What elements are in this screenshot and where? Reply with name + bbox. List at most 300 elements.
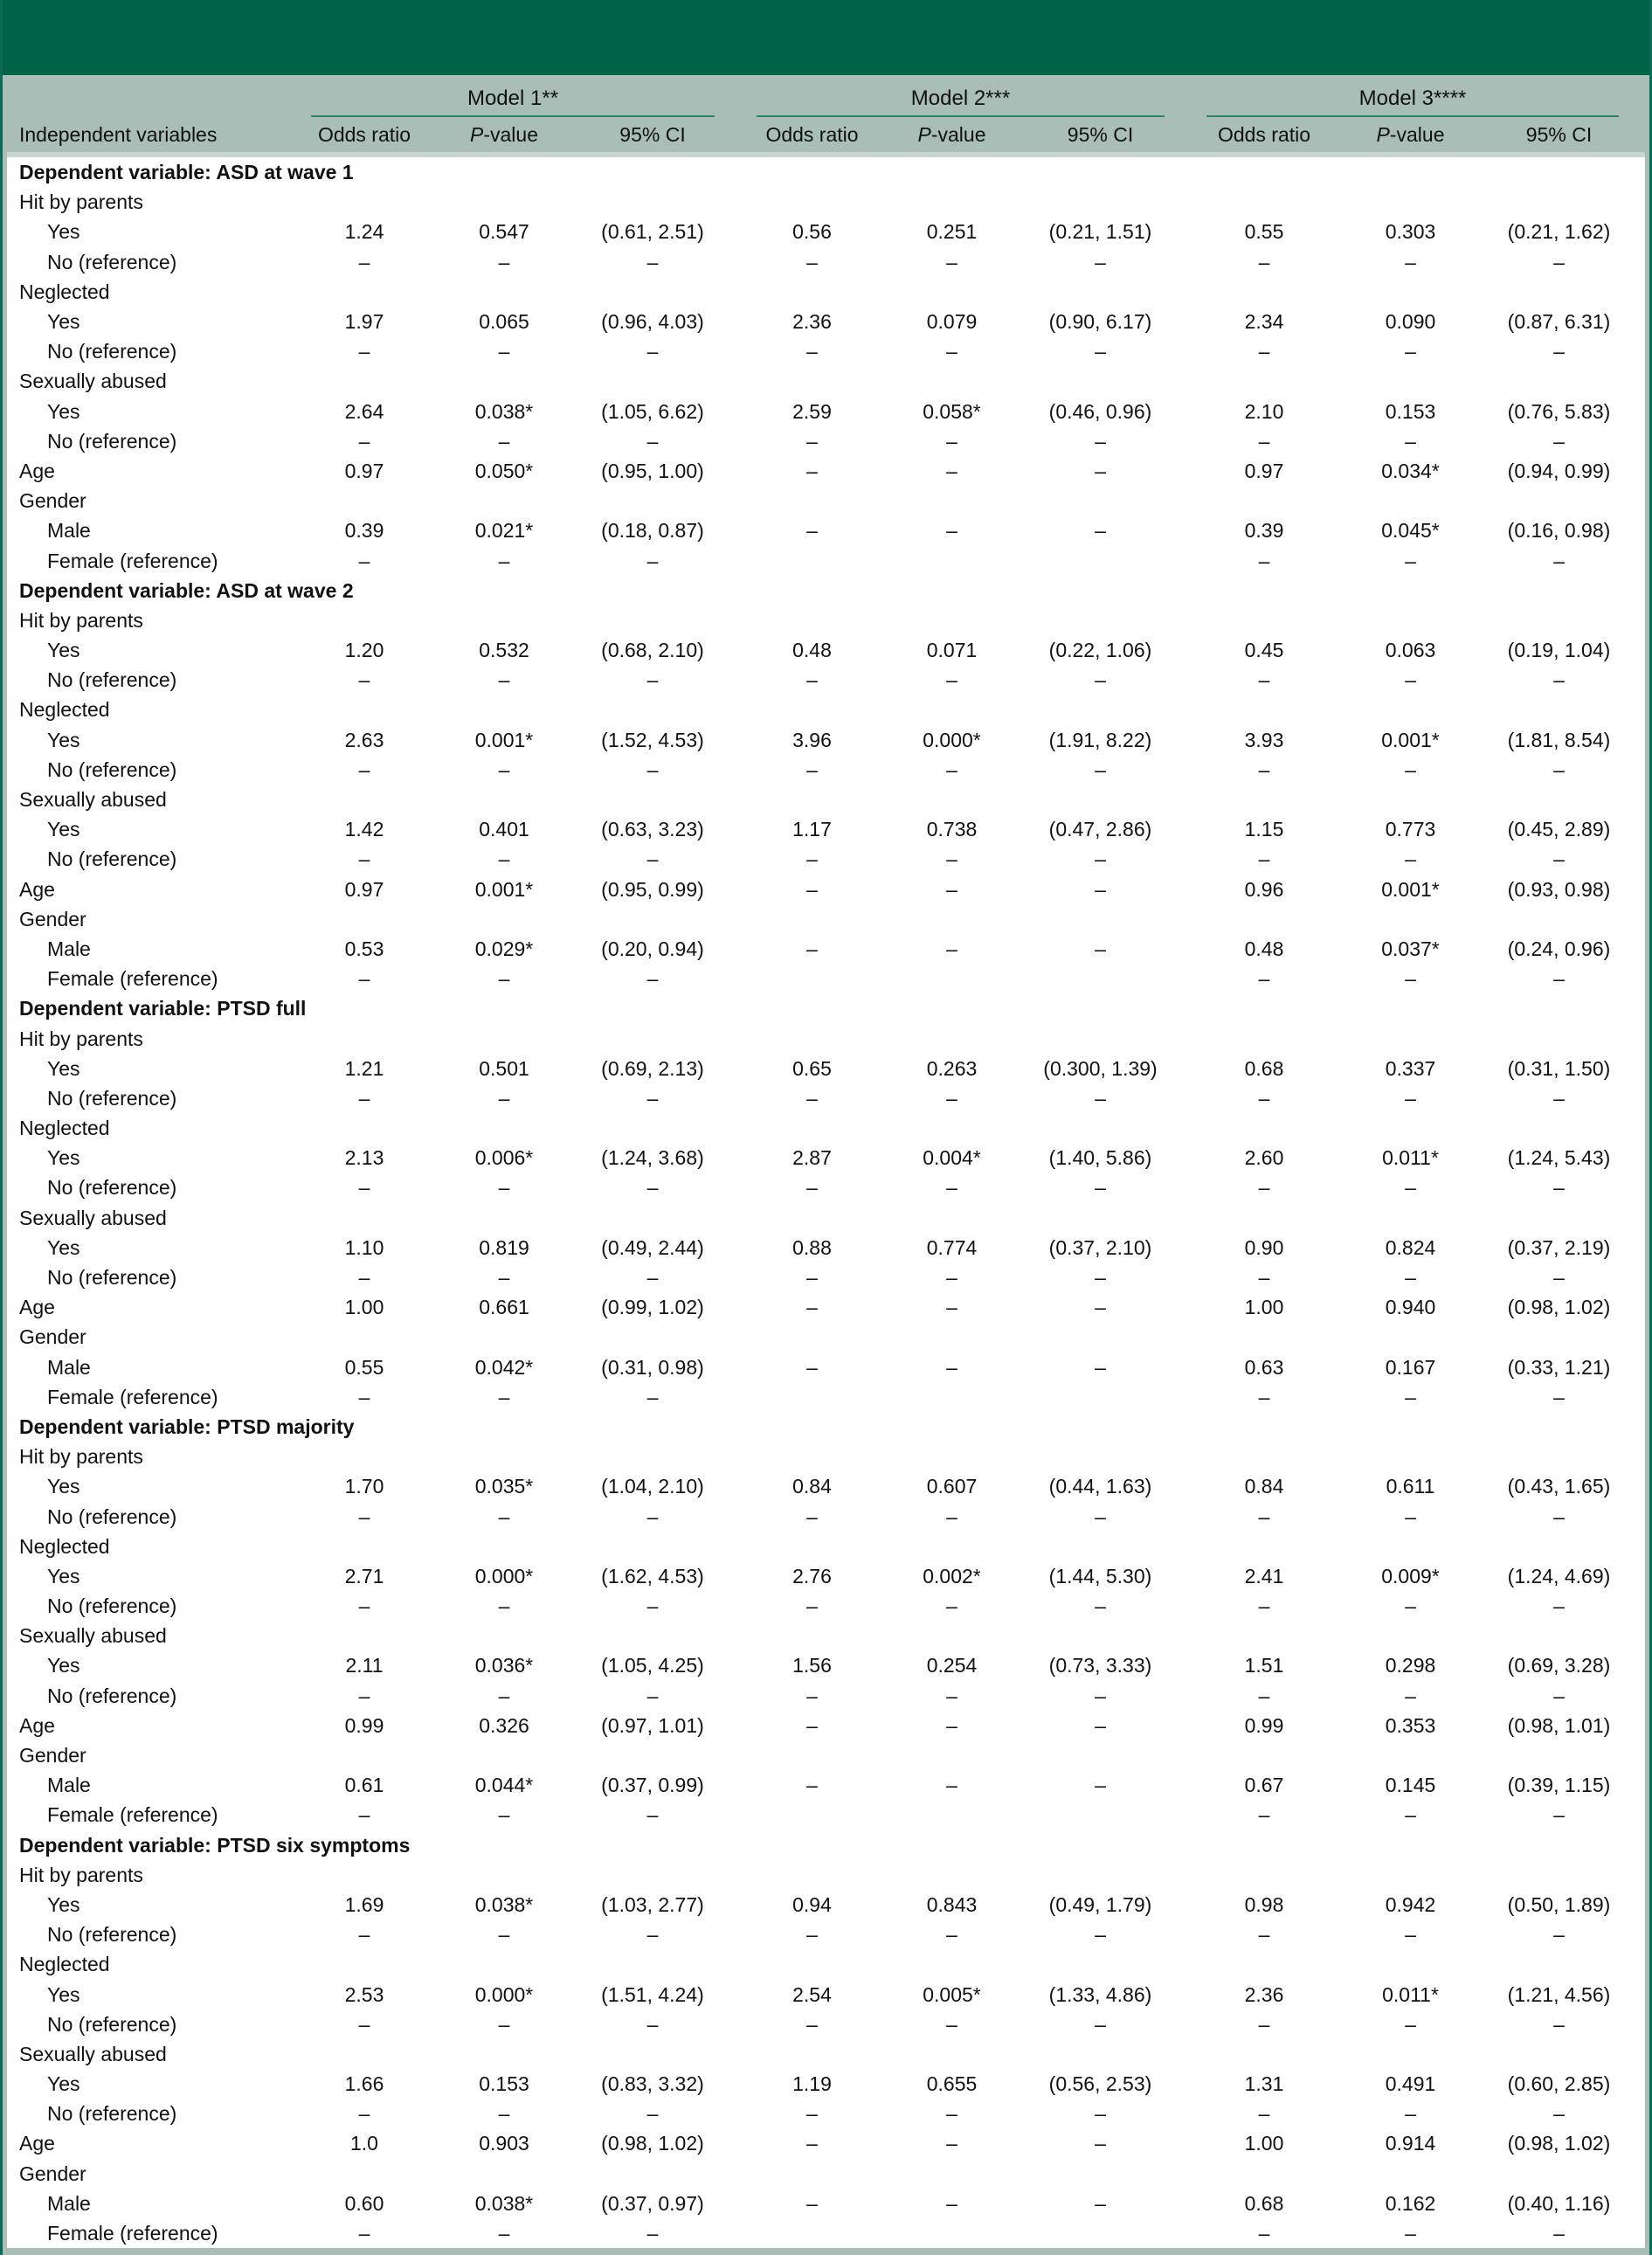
value-cell: – [1258, 1176, 1270, 1200]
value-cell: 0.55 [344, 1355, 384, 1379]
column-header-odds-ratio-m2: Odds ratio [765, 122, 859, 146]
row-label: Female (reference) [47, 967, 218, 991]
value-cell: (0.19, 1.04) [1507, 639, 1611, 662]
value-cell: – [358, 1923, 370, 1947]
row-label: Age [19, 1713, 55, 1737]
value-cell: – [946, 2012, 957, 2036]
value-cell: 0.001* [1381, 728, 1440, 751]
value-cell: 0.035* [474, 1475, 534, 1498]
value-cell: – [498, 1594, 510, 1618]
row-label: Gender [19, 1744, 86, 1767]
value-cell: – [806, 1176, 818, 1200]
value-cell: (0.98, 1.02) [1507, 1296, 1611, 1319]
row-label: Yes [47, 728, 80, 751]
value-cell: – [1095, 847, 1106, 871]
value-cell: 2.60 [1244, 1146, 1284, 1170]
value-cell: (0.98, 1.02) [601, 2132, 704, 2155]
row-label: Male [47, 937, 91, 960]
value-cell: – [1405, 549, 1416, 572]
table-row [7, 1113, 1645, 1143]
value-cell: (0.50, 1.89) [1507, 1892, 1611, 1916]
value-cell: (0.45, 2.89) [1507, 818, 1611, 841]
row-label: No (reference) [47, 1086, 177, 1110]
value-cell: – [946, 1086, 957, 1110]
value-cell: 2.54 [792, 1982, 832, 2006]
row-label: Dependent variable: PTSD six symptoms [19, 1833, 411, 1857]
value-cell: – [1258, 1803, 1270, 1827]
row-label: Yes [47, 1235, 80, 1259]
value-cell: – [498, 340, 510, 363]
table-row [7, 456, 1645, 486]
value-cell: – [1405, 1266, 1416, 1290]
value-cell: – [646, 340, 659, 363]
table-row [7, 545, 1645, 575]
value-cell: 0.153 [1385, 399, 1436, 423]
value-cell: (1.21, 4.56) [1507, 1982, 1611, 2006]
value-cell: (0.20, 0.94) [601, 937, 704, 960]
value-cell: – [1258, 1594, 1270, 1618]
value-cell: 2.36 [1244, 1982, 1284, 2006]
value-cell: 0.55 [1244, 220, 1284, 244]
value-cell: – [358, 967, 370, 991]
value-cell: (0.16, 0.98) [1507, 519, 1611, 543]
value-cell: – [498, 1266, 510, 1290]
value-cell: (1.40, 5.86) [1048, 1146, 1152, 1170]
value-cell: – [498, 2012, 510, 2036]
row-label: Yes [47, 1146, 80, 1170]
table-row [7, 247, 1645, 277]
model-1-header: Model 1** [311, 80, 715, 117]
value-cell: – [358, 757, 370, 781]
value-cell: – [946, 429, 957, 453]
value-cell: (0.37, 2.10) [1048, 1235, 1152, 1259]
section-header-row [7, 576, 1645, 605]
value-cell: 0.65 [792, 1056, 832, 1080]
row-label: Hit by parents [19, 1863, 143, 1886]
value-cell: – [498, 1684, 510, 1707]
row-label: Yes [47, 1564, 80, 1587]
value-cell: (0.49, 1.79) [1048, 1892, 1152, 1916]
value-cell: – [1405, 847, 1416, 871]
value-cell: (0.98, 1.01) [1507, 1713, 1611, 1737]
value-cell: – [1095, 1086, 1106, 1110]
row-label: Yes [47, 639, 80, 662]
row-label: No (reference) [47, 2102, 177, 2126]
value-cell: 0.607 [926, 1475, 978, 1498]
value-cell: – [806, 937, 818, 960]
column-header-p-value-m1: P-value [470, 122, 538, 146]
value-cell: 0.037* [1381, 937, 1440, 960]
table-row [7, 695, 1645, 724]
value-cell: – [1258, 2222, 1270, 2245]
value-cell: – [1553, 2102, 1565, 2126]
value-cell: – [358, 1266, 370, 1290]
value-cell: – [1095, 459, 1106, 482]
value-cell: – [806, 1355, 818, 1379]
value-cell: – [946, 459, 957, 482]
value-cell: 0.353 [1385, 1713, 1436, 1737]
value-cell: 1.0 [350, 2132, 378, 2155]
value-cell: – [498, 429, 510, 453]
value-cell: 1.97 [344, 310, 384, 334]
value-cell: 0.491 [1385, 2072, 1436, 2096]
value-cell: – [946, 1296, 957, 1319]
value-cell: (0.49, 2.44) [601, 1235, 704, 1259]
value-cell: – [358, 250, 370, 273]
row-label: Gender [19, 489, 86, 513]
value-cell: – [1553, 668, 1565, 692]
row-label: Yes [47, 1654, 80, 1677]
value-cell: (1.51, 4.24) [601, 1982, 704, 2006]
table-row [7, 1203, 1645, 1233]
value-cell: 0.94 [792, 1892, 832, 1916]
value-cell: – [1095, 429, 1106, 453]
row-label: Neglected [19, 1953, 110, 1976]
value-cell: – [498, 1385, 510, 1408]
value-cell: – [646, 1385, 659, 1408]
row-label: No (reference) [47, 757, 177, 781]
column-header-independent-variables: Independent variables [19, 122, 218, 146]
table-row [7, 486, 1645, 515]
value-cell: 2.87 [792, 1146, 832, 1170]
value-cell: – [1258, 429, 1270, 453]
value-cell: 2.36 [792, 310, 832, 334]
table-row [7, 934, 1645, 964]
value-cell: – [1095, 340, 1106, 363]
value-cell: – [358, 1684, 370, 1707]
value-cell: 2.13 [344, 1146, 384, 1170]
value-cell: – [1405, 1803, 1416, 1827]
value-cell: – [358, 668, 370, 692]
value-cell: 0.001* [474, 877, 534, 901]
value-cell: – [646, 1684, 659, 1707]
value-cell: 3.96 [792, 728, 832, 751]
value-cell: – [1095, 1266, 1106, 1290]
value-cell: – [1405, 2222, 1416, 2245]
value-cell: – [806, 668, 818, 692]
table-row [7, 2128, 1645, 2158]
table-row [7, 1681, 1645, 1711]
value-cell: 0.079 [926, 310, 978, 334]
value-cell: – [646, 1803, 659, 1827]
value-cell: – [498, 1504, 510, 1528]
value-cell: 0.96 [1244, 877, 1284, 901]
table-row [7, 1023, 1645, 1053]
value-cell: – [1405, 250, 1416, 273]
row-label: Yes [47, 310, 80, 334]
row-label: Neglected [19, 698, 110, 722]
value-cell: (0.31, 0.98) [601, 1355, 704, 1379]
value-cell: – [1258, 2012, 1270, 2036]
row-label: Male [47, 519, 91, 543]
value-cell: (0.21, 1.62) [1507, 220, 1611, 244]
table-row [7, 1890, 1645, 1920]
value-cell: 0.88 [792, 1235, 832, 1259]
value-cell: (0.18, 0.87) [601, 519, 704, 543]
row-label: Hit by parents [19, 190, 143, 214]
value-cell: 1.69 [344, 1892, 384, 1916]
value-cell: 0.655 [926, 2072, 978, 2096]
value-cell: – [1553, 1176, 1565, 1200]
value-cell: 0.99 [344, 1713, 384, 1737]
row-label: No (reference) [47, 1266, 177, 1290]
value-cell: – [946, 847, 957, 871]
row-label: Dependent variable: ASD at wave 1 [19, 161, 354, 184]
value-cell: – [1553, 1594, 1565, 1618]
value-cell: 0.97 [1244, 459, 1284, 482]
value-cell: (0.21, 1.51) [1048, 220, 1152, 244]
value-cell: (0.68, 2.10) [601, 639, 704, 662]
table-header-band [7, 75, 1645, 157]
value-cell: – [1258, 250, 1270, 273]
row-label: Male [47, 2191, 91, 2215]
value-cell: 0.56 [792, 220, 832, 244]
value-cell: 0.071 [926, 639, 978, 662]
value-cell: (1.81, 8.54) [1507, 728, 1611, 751]
row-label: Yes [47, 1475, 80, 1498]
row-label: Female (reference) [47, 1803, 218, 1827]
value-cell: – [1095, 1176, 1106, 1200]
value-cell: – [358, 549, 370, 572]
column-header-p-value-m3: P-value [1376, 122, 1445, 146]
value-cell: 0.98 [1244, 1892, 1284, 1916]
table-row [7, 1561, 1645, 1591]
row-label: Yes [47, 2072, 80, 2096]
value-cell: 0.547 [479, 220, 529, 244]
table-row [7, 397, 1645, 426]
value-cell: 0.738 [926, 818, 978, 841]
table-row [7, 1143, 1645, 1172]
value-cell: – [498, 250, 510, 273]
row-label: Hit by parents [19, 608, 143, 632]
value-cell: – [646, 549, 659, 572]
value-cell: 1.42 [344, 818, 384, 841]
value-cell: (0.73, 3.33) [1048, 1654, 1152, 1677]
value-cell: 0.038* [474, 1892, 534, 1916]
value-cell: – [646, 1176, 659, 1200]
table-row [7, 1292, 1645, 1322]
value-cell: 1.19 [792, 2072, 832, 2096]
row-label: Neglected [19, 1534, 110, 1558]
value-cell: 0.326 [479, 1713, 529, 1737]
value-cell: – [1553, 1504, 1565, 1528]
value-cell: 1.17 [792, 818, 832, 841]
value-cell: – [946, 2102, 957, 2126]
value-cell: – [358, 1176, 370, 1200]
value-cell: 2.10 [1244, 399, 1284, 423]
row-label: Age [19, 459, 55, 482]
value-cell: 0.251 [926, 220, 978, 244]
value-cell: – [646, 668, 659, 692]
row-label: No (reference) [47, 340, 177, 363]
value-cell: (0.44, 1.63) [1048, 1475, 1152, 1498]
value-cell: 0.48 [1244, 937, 1284, 960]
value-cell: – [806, 1296, 818, 1319]
value-cell: 0.036* [474, 1654, 534, 1677]
value-cell: – [1095, 1355, 1106, 1379]
value-cell: – [806, 757, 818, 781]
value-cell: – [498, 757, 510, 781]
row-label: No (reference) [47, 1504, 177, 1528]
value-cell: – [358, 1385, 370, 1408]
value-cell: – [646, 2012, 659, 2036]
value-cell: (0.24, 0.96) [1507, 937, 1611, 960]
value-cell: (0.33, 1.21) [1507, 1355, 1611, 1379]
value-cell: (0.37, 2.19) [1507, 1235, 1611, 1259]
value-cell: – [646, 1266, 659, 1290]
value-cell: – [1405, 1176, 1416, 1200]
table-row [7, 875, 1645, 904]
value-cell: – [946, 340, 957, 363]
value-cell: 0.661 [479, 1296, 529, 1319]
row-label: Female (reference) [47, 549, 218, 572]
row-label: Sexually abused [19, 2042, 167, 2065]
value-cell: 0.000* [474, 1564, 534, 1587]
value-cell: – [1553, 1086, 1565, 1110]
column-header-odds-ratio-m1: Odds ratio [317, 122, 411, 146]
value-cell: (0.61, 2.51) [601, 220, 704, 244]
table-row [7, 2069, 1645, 2099]
value-cell: – [1258, 1266, 1270, 1290]
table-row [7, 277, 1645, 307]
row-label: Dependent variable: ASD at wave 2 [19, 578, 354, 602]
value-cell: – [1095, 519, 1106, 543]
table-row [7, 2189, 1645, 2218]
value-cell: – [1095, 757, 1106, 781]
value-cell: 0.501 [479, 1056, 529, 1080]
table-row [7, 755, 1645, 785]
value-cell: 0.84 [792, 1475, 832, 1498]
value-cell: – [806, 2191, 818, 2215]
table-row [7, 1442, 1645, 1471]
value-cell: – [1095, 1296, 1106, 1319]
value-cell: (1.05, 4.25) [601, 1654, 704, 1677]
column-header-ci-m1: 95% CI [619, 122, 686, 146]
value-cell: 0.532 [479, 639, 529, 662]
row-label: Yes [47, 1056, 80, 1080]
row-label: Yes [47, 1982, 80, 2006]
value-cell: – [358, 1803, 370, 1827]
value-cell: – [498, 1086, 510, 1110]
value-cell: – [1258, 757, 1270, 781]
value-cell: 1.00 [1244, 1296, 1284, 1319]
value-cell: 2.11 [345, 1654, 384, 1677]
table-row [7, 635, 1645, 665]
value-cell: 0.044* [474, 1774, 534, 1797]
value-cell: 0.009* [1381, 1564, 1440, 1587]
value-cell: (1.05, 6.62) [601, 399, 704, 423]
table-row [7, 2159, 1645, 2189]
value-cell: 1.56 [792, 1654, 832, 1677]
table-row [7, 1650, 1645, 1680]
value-cell: 0.824 [1385, 1235, 1436, 1259]
value-cell: – [946, 668, 957, 692]
value-cell: – [1553, 2012, 1565, 2036]
value-cell: – [1095, 2102, 1106, 2126]
value-cell: (0.98, 1.02) [1507, 2132, 1611, 2155]
value-cell: 0.058* [923, 399, 981, 423]
value-cell: – [946, 1504, 957, 1528]
value-cell: – [1095, 1923, 1106, 1947]
table-row [7, 2039, 1645, 2069]
value-cell: – [498, 847, 510, 871]
value-cell: – [1258, 1684, 1270, 1707]
value-cell: 0.145 [1385, 1774, 1436, 1797]
section-header-row [7, 993, 1645, 1023]
value-cell: – [358, 1594, 370, 1618]
value-cell: – [646, 2222, 659, 2245]
column-header-ci-m3: 95% CI [1525, 122, 1593, 146]
value-cell: – [1258, 1504, 1270, 1528]
table-row [7, 1262, 1645, 1292]
value-cell: 0.038* [474, 2191, 534, 2215]
value-cell: – [946, 877, 957, 901]
value-cell: – [1405, 1504, 1416, 1528]
value-cell: – [946, 1774, 957, 1797]
row-label: No (reference) [47, 2012, 177, 2036]
row-label: No (reference) [47, 1923, 177, 1947]
value-cell: 0.843 [926, 1892, 978, 1916]
table-row [7, 1711, 1645, 1740]
row-label: Dependent variable: PTSD majority [19, 1415, 355, 1438]
value-cell: 0.84 [1244, 1475, 1284, 1498]
table-row [7, 665, 1645, 695]
value-cell: (0.300, 1.39) [1043, 1056, 1158, 1080]
value-cell: 1.20 [344, 639, 384, 662]
table-row [7, 1322, 1645, 1352]
value-cell: – [1553, 1923, 1565, 1947]
value-cell: 0.001* [474, 728, 534, 751]
value-cell: – [1553, 250, 1565, 273]
value-cell: – [1405, 1923, 1416, 1947]
value-cell: – [946, 1176, 957, 1200]
value-cell: – [946, 1684, 957, 1707]
table-row [7, 844, 1645, 874]
value-cell: (1.91, 8.22) [1048, 728, 1152, 751]
value-cell: – [946, 519, 957, 543]
value-cell: 0.63 [1244, 1355, 1284, 1379]
table-row [7, 1860, 1645, 1890]
value-cell: – [1553, 2222, 1565, 2245]
value-cell: 0.903 [479, 2132, 529, 2155]
value-cell: 0.002* [923, 1564, 981, 1587]
value-cell: – [498, 1923, 510, 1947]
value-cell: – [1405, 340, 1416, 363]
table-row [7, 1740, 1645, 1770]
value-cell: 0.60 [344, 2191, 384, 2215]
row-label: No (reference) [47, 429, 177, 453]
value-cell: – [1095, 1684, 1106, 1707]
value-cell: – [946, 937, 957, 960]
value-cell: 0.162 [1385, 2191, 1436, 2215]
value-cell: – [806, 340, 818, 363]
model-header-row [7, 75, 1645, 117]
table-row [7, 2009, 1645, 2039]
value-cell: – [1095, 1504, 1106, 1528]
value-cell: 0.090 [1385, 310, 1436, 334]
table-row [7, 1352, 1645, 1382]
value-cell: – [1258, 847, 1270, 871]
value-cell: 2.76 [792, 1564, 832, 1587]
value-cell: – [1405, 668, 1416, 692]
value-cell: (0.90, 6.17) [1048, 310, 1152, 334]
value-cell: – [1553, 340, 1565, 363]
table-row [7, 814, 1645, 844]
value-cell: (0.31, 1.50) [1507, 1056, 1611, 1080]
value-cell: – [1405, 967, 1416, 991]
value-cell: 2.63 [344, 728, 384, 751]
row-label: Male [47, 1774, 91, 1797]
